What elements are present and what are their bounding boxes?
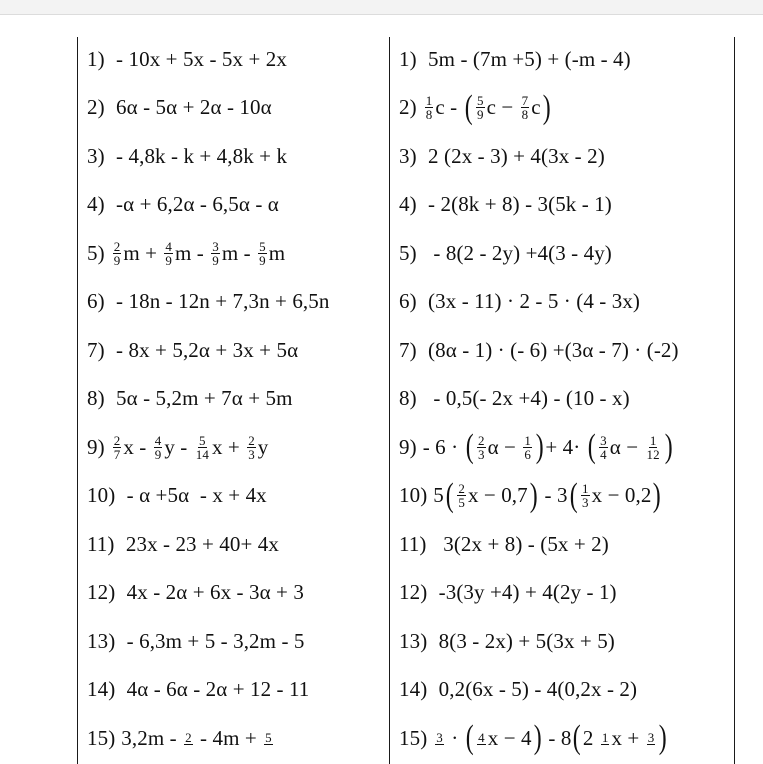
fraction-denominator: 3 bbox=[248, 446, 255, 462]
expression bbox=[121, 726, 274, 751]
expression: - 4,8k - k + 4,8k + k bbox=[110, 143, 288, 168]
big-parenthesis: ( bbox=[465, 428, 474, 466]
expression: 8(3 - 2x) + 5(3x + 5) bbox=[433, 628, 615, 653]
expression: 5m - (7m +5) + (-m - 4) bbox=[422, 46, 631, 71]
exercise-number: 13) bbox=[87, 628, 116, 653]
expression-segment: c - bbox=[435, 95, 463, 120]
expression: 4x - 2α + 6x - 3α + 3 bbox=[121, 580, 304, 605]
big-parenthesis: ) bbox=[659, 719, 668, 757]
fraction-denominator: 9 bbox=[212, 252, 219, 268]
exercise-number: 11) bbox=[399, 531, 427, 556]
fraction-denominator: 14 bbox=[195, 446, 209, 462]
fraction-numerator: 1 bbox=[524, 432, 531, 448]
table-border-middle bbox=[389, 37, 390, 764]
big-parenthesis: ( bbox=[569, 476, 578, 514]
expression bbox=[111, 434, 269, 461]
fraction bbox=[457, 482, 466, 509]
left-exercise-9 bbox=[87, 423, 387, 472]
fraction bbox=[113, 434, 122, 461]
fraction-denominator: 12 bbox=[646, 446, 660, 462]
fraction-numerator: 5 bbox=[265, 730, 272, 746]
fraction-numerator: 1 bbox=[425, 93, 433, 109]
fraction bbox=[581, 482, 590, 509]
fraction-numerator: 4 bbox=[478, 730, 485, 746]
big-parenthesis: ) bbox=[533, 719, 542, 757]
exercise-number: 4) bbox=[399, 192, 417, 217]
fraction-denominator: 8 bbox=[425, 107, 433, 123]
big-parenthesis: ( bbox=[445, 476, 454, 514]
expression-segment: α − bbox=[609, 434, 644, 459]
fraction bbox=[154, 434, 163, 461]
fraction-numerator: 5 bbox=[199, 432, 206, 448]
expression: - 2(8k + 8) - 3(5k - 1) bbox=[422, 192, 612, 217]
left-exercise-2 bbox=[87, 84, 387, 133]
exercise-number: 4) bbox=[87, 192, 105, 217]
fraction bbox=[211, 240, 220, 267]
fraction-numerator: 5 bbox=[476, 93, 484, 109]
exercise-number: 1) bbox=[87, 46, 105, 71]
expression-segment: c − bbox=[486, 95, 519, 120]
worksheet bbox=[0, 15, 763, 764]
fraction-numerator: 3 bbox=[436, 730, 443, 746]
exercise-number: 14) bbox=[87, 677, 116, 702]
expression-segment: - 3 bbox=[539, 483, 568, 508]
fraction-denominator: 9 bbox=[476, 107, 484, 123]
expression-segment: m bbox=[268, 240, 286, 265]
exercise-number: 3) bbox=[87, 143, 105, 168]
exercise-number: 7) bbox=[399, 337, 417, 362]
exercise-number: 6) bbox=[399, 289, 417, 314]
fraction bbox=[184, 731, 193, 745]
expression-segment: + 4· bbox=[545, 434, 586, 459]
expression-segment: y - bbox=[164, 434, 193, 459]
expression-segment: 5 bbox=[433, 483, 444, 508]
exercise-number: 8) bbox=[87, 386, 105, 411]
fraction-numerator: 2 bbox=[458, 481, 465, 497]
fraction-numerator: 2 bbox=[185, 730, 192, 746]
expression: 3(2x + 8) - (5x + 2) bbox=[432, 531, 609, 556]
big-parenthesis: ) bbox=[664, 428, 673, 466]
big-parenthesis: ( bbox=[587, 428, 596, 466]
expression: 6α - 5α + 2α - 10α bbox=[110, 95, 272, 120]
exercise-number: 6) bbox=[87, 289, 105, 314]
big-parenthesis: ) bbox=[535, 428, 544, 466]
expression-segment: 3,2m - bbox=[121, 725, 183, 750]
expression-segment: m - bbox=[175, 240, 210, 265]
fraction-numerator: 2 bbox=[113, 432, 121, 448]
exercise-number: 11) bbox=[87, 531, 115, 556]
exercise-number: 9) bbox=[87, 434, 105, 459]
fraction-denominator: 8 bbox=[521, 107, 529, 123]
exercise-number: 7) bbox=[87, 337, 105, 362]
exercise-number: 14) bbox=[399, 677, 428, 702]
big-parenthesis: ( bbox=[464, 88, 473, 126]
right-exercise-12 bbox=[399, 569, 729, 618]
fraction-denominator: 3 bbox=[477, 446, 485, 462]
fraction bbox=[425, 94, 434, 121]
fraction-numerator: 1 bbox=[649, 432, 657, 448]
fraction-numerator: 7 bbox=[521, 93, 529, 109]
expression: - 0,5(- 2x +4) - (10 - x) bbox=[422, 386, 630, 411]
right-exercise-4 bbox=[399, 181, 729, 230]
expression-segment: x + bbox=[611, 725, 645, 750]
expression-segment: x − 0,2 bbox=[591, 483, 652, 508]
browser-top-bar bbox=[0, 0, 763, 15]
exercise-number: 10) bbox=[399, 483, 428, 508]
big-parenthesis: ) bbox=[542, 88, 551, 126]
fraction bbox=[477, 731, 486, 745]
expression bbox=[422, 428, 674, 466]
left-exercise-10 bbox=[87, 472, 387, 521]
expression: - 18n - 12n + 7,3n + 6,5n bbox=[110, 289, 330, 314]
expression: - 6,3m + 5 - 3,2m - 5 bbox=[121, 628, 305, 653]
expression: 4α - 6α - 2α + 12 - 11 bbox=[121, 677, 310, 702]
expression-segment: 2 bbox=[582, 725, 599, 750]
right-exercise-6 bbox=[399, 278, 729, 327]
exercise-number: 1) bbox=[399, 46, 417, 71]
big-parenthesis: ( bbox=[465, 719, 474, 757]
fraction bbox=[164, 240, 173, 267]
expression: -3(3y +4) + 4(2y - 1) bbox=[433, 580, 617, 605]
expression-segment: c bbox=[531, 95, 541, 120]
expression-segment: - 6 · bbox=[422, 434, 464, 459]
fraction-denominator: 5 bbox=[458, 495, 465, 511]
exercise-number: 15) bbox=[87, 725, 116, 750]
fraction bbox=[247, 434, 256, 461]
fraction bbox=[264, 731, 273, 745]
right-column-exercises bbox=[399, 35, 729, 763]
expression-segment: - 8 bbox=[543, 725, 572, 750]
fraction bbox=[435, 731, 444, 745]
fraction-denominator: 9 bbox=[154, 446, 162, 462]
expression bbox=[433, 719, 668, 757]
exercise-number: 5) bbox=[87, 240, 105, 265]
left-exercise-5 bbox=[87, 229, 387, 278]
right-exercise-10 bbox=[399, 472, 729, 521]
right-exercise-7 bbox=[399, 326, 729, 375]
big-parenthesis: ( bbox=[573, 719, 582, 757]
right-exercise-8 bbox=[399, 375, 729, 424]
expression: 23x - 23 + 40+ 4x bbox=[120, 531, 279, 556]
left-exercise-7 bbox=[87, 326, 387, 375]
right-exercise-9 bbox=[399, 423, 729, 472]
right-exercise-14 bbox=[399, 666, 729, 715]
left-exercise-12 bbox=[87, 569, 387, 618]
fraction-numerator: 4 bbox=[165, 238, 172, 254]
left-exercise-6 bbox=[87, 278, 387, 327]
big-parenthesis: ) bbox=[653, 476, 662, 514]
left-column-exercises bbox=[87, 35, 387, 763]
expression: - 8(2 - 2y) +4(3 - 4y) bbox=[422, 240, 612, 265]
right-exercise-15 bbox=[399, 714, 729, 763]
fraction bbox=[521, 94, 530, 121]
fraction-denominator: 6 bbox=[524, 446, 531, 462]
table-border-right bbox=[734, 37, 735, 764]
fraction bbox=[523, 434, 532, 461]
expression-segment: x − 0,7 bbox=[467, 483, 528, 508]
exercise-number: 10) bbox=[87, 483, 116, 508]
expression: - 8x + 5,2α + 3x + 5α bbox=[110, 337, 299, 362]
right-exercise-5 bbox=[399, 229, 729, 278]
expression-segment: α − bbox=[487, 434, 522, 459]
expression: - α +5α - x + 4x bbox=[121, 483, 267, 508]
fraction-denominator: 9 bbox=[113, 252, 121, 268]
fraction-numerator: 4 bbox=[154, 432, 162, 448]
expression bbox=[423, 88, 552, 126]
fraction-numerator: 5 bbox=[259, 238, 266, 254]
fraction-numerator: 2 bbox=[248, 432, 255, 448]
expression-segment: - 4m + bbox=[194, 725, 263, 750]
exercise-number: 2) bbox=[399, 95, 417, 120]
fraction-denominator: 7 bbox=[113, 446, 121, 462]
expression: 5α - 5,2m + 7α + 5m bbox=[110, 386, 293, 411]
exercise-number: 5) bbox=[399, 240, 417, 265]
exercise-number: 12) bbox=[87, 580, 116, 605]
expression-segment: · bbox=[445, 725, 464, 750]
expression: 0,2(6x - 5) - 4(0,2x - 2) bbox=[433, 677, 638, 702]
exercise-number: 15) bbox=[399, 725, 428, 750]
left-exercise-8 bbox=[87, 375, 387, 424]
expression: 2 (2x - 3) + 4(3x - 2) bbox=[422, 143, 605, 168]
left-exercise-4 bbox=[87, 181, 387, 230]
right-exercise-1 bbox=[399, 35, 729, 84]
expression-segment: x − 4 bbox=[487, 725, 532, 750]
fraction-numerator: 2 bbox=[113, 238, 121, 254]
fraction bbox=[258, 240, 267, 267]
right-exercise-13 bbox=[399, 617, 729, 666]
expression: -α + 6,2α - 6,5α - α bbox=[110, 192, 279, 217]
fraction bbox=[647, 731, 656, 745]
left-exercise-3 bbox=[87, 132, 387, 181]
expression-segment: x - bbox=[123, 434, 152, 459]
fraction bbox=[646, 434, 661, 461]
fraction-denominator: 3 bbox=[582, 495, 589, 511]
expression-segment: y bbox=[257, 434, 269, 459]
fraction bbox=[601, 731, 610, 745]
expression: (3x - 11) · 2 - 5 · (4 - 3x) bbox=[422, 289, 641, 314]
expression-segment: m - bbox=[221, 240, 257, 265]
right-exercise-11 bbox=[399, 520, 729, 569]
expression-segment: x + bbox=[211, 434, 246, 459]
expression-segment: m + bbox=[123, 240, 163, 265]
exercise-number: 12) bbox=[399, 580, 428, 605]
left-exercise-13 bbox=[87, 617, 387, 666]
expression bbox=[111, 240, 285, 267]
left-exercise-15 bbox=[87, 714, 387, 763]
fraction-numerator: 3 bbox=[600, 432, 607, 448]
fraction-denominator: 4 bbox=[600, 446, 607, 462]
fraction-numerator: 3 bbox=[212, 238, 219, 254]
fraction bbox=[477, 434, 486, 461]
exercise-number: 8) bbox=[399, 386, 417, 411]
exercise-number: 3) bbox=[399, 143, 417, 168]
fraction bbox=[599, 434, 608, 461]
exercise-number: 2) bbox=[87, 95, 105, 120]
fraction-denominator: 9 bbox=[165, 252, 172, 268]
left-exercise-11 bbox=[87, 520, 387, 569]
fraction bbox=[476, 94, 485, 121]
right-exercise-3 bbox=[399, 132, 729, 181]
left-exercise-14 bbox=[87, 666, 387, 715]
fraction-denominator: 9 bbox=[259, 252, 266, 268]
fraction-numerator: 3 bbox=[647, 730, 655, 746]
fraction bbox=[113, 240, 122, 267]
left-exercise-1 bbox=[87, 35, 387, 84]
expression: - 10x + 5x - 5x + 2x bbox=[110, 46, 287, 71]
exercise-number: 9) bbox=[399, 434, 417, 459]
table-border-left bbox=[77, 37, 78, 764]
fraction-numerator: 2 bbox=[477, 432, 485, 448]
fraction-numerator: 1 bbox=[601, 730, 609, 746]
exercise-number: 13) bbox=[399, 628, 428, 653]
big-parenthesis: ) bbox=[529, 476, 538, 514]
fraction bbox=[195, 434, 210, 461]
right-exercise-2 bbox=[399, 84, 729, 133]
expression: (8α - 1) · (- 6) +(3α - 7) · (-2) bbox=[422, 337, 679, 362]
expression bbox=[433, 476, 663, 514]
fraction-numerator: 1 bbox=[582, 481, 589, 497]
